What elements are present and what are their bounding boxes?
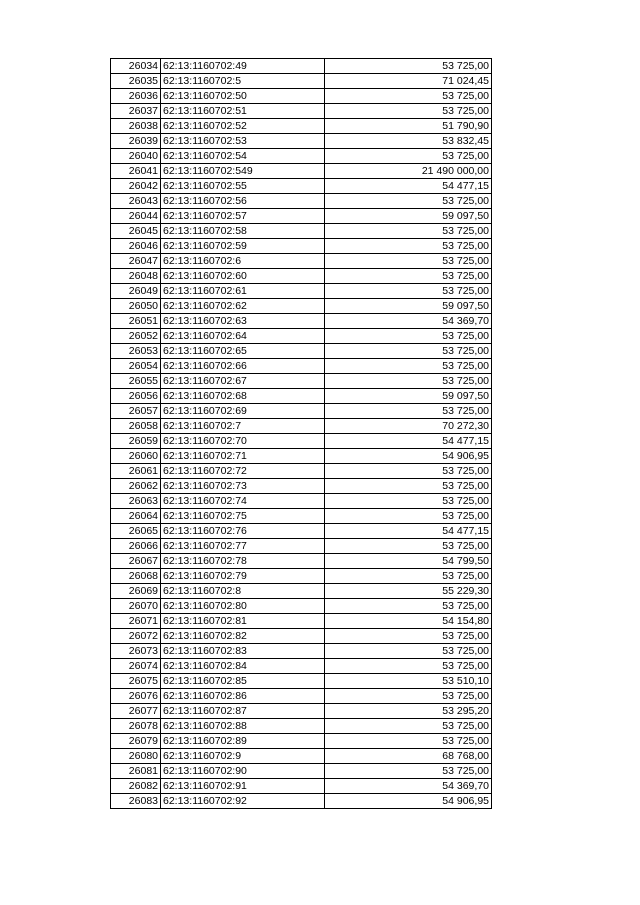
row-number: 26042 bbox=[111, 179, 161, 194]
cadastral-number: 62:13:1160702:74 bbox=[161, 494, 325, 509]
row-number: 26046 bbox=[111, 239, 161, 254]
row-number: 26081 bbox=[111, 764, 161, 779]
cadastral-number: 62:13:1160702:84 bbox=[161, 659, 325, 674]
cadastral-number: 62:13:1160702:91 bbox=[161, 779, 325, 794]
cadastral-number: 62:13:1160702:57 bbox=[161, 209, 325, 224]
cadastral-value: 53 725,00 bbox=[325, 284, 492, 299]
cadastral-number: 62:13:1160702:8 bbox=[161, 584, 325, 599]
cadastral-value: 54 154,80 bbox=[325, 614, 492, 629]
cadastral-value: 53 725,00 bbox=[325, 89, 492, 104]
cadastral-number: 62:13:1160702:61 bbox=[161, 284, 325, 299]
table-row bbox=[111, 179, 492, 194]
cadastral-value: 54 369,70 bbox=[325, 314, 492, 329]
cadastral-number: 62:13:1160702:90 bbox=[161, 764, 325, 779]
cadastral-value: 53 725,00 bbox=[325, 464, 492, 479]
row-number: 26077 bbox=[111, 704, 161, 719]
row-number: 26040 bbox=[111, 149, 161, 164]
cadastral-number: 62:13:1160702:81 bbox=[161, 614, 325, 629]
cadastral-value: 53 725,00 bbox=[325, 644, 492, 659]
cadastral-value: 53 725,00 bbox=[325, 194, 492, 209]
table-row bbox=[111, 734, 492, 749]
table-row bbox=[111, 299, 492, 314]
table-row bbox=[111, 749, 492, 764]
cadastral-number: 62:13:1160702:78 bbox=[161, 554, 325, 569]
table-row bbox=[111, 254, 492, 269]
table-row bbox=[111, 389, 492, 404]
cadastral-number: 62:13:1160702:76 bbox=[161, 524, 325, 539]
cadastral-number: 62:13:1160702:549 bbox=[161, 164, 325, 179]
cadastral-value: 53 725,00 bbox=[325, 629, 492, 644]
cadastral-value: 68 768,00 bbox=[325, 749, 492, 764]
row-number: 26055 bbox=[111, 374, 161, 389]
cadastral-value: 21 490 000,00 bbox=[325, 164, 492, 179]
row-number: 26080 bbox=[111, 749, 161, 764]
row-number: 26074 bbox=[111, 659, 161, 674]
table-row bbox=[111, 764, 492, 779]
cadastral-value: 54 906,95 bbox=[325, 794, 492, 809]
cadastral-value: 59 097,50 bbox=[325, 389, 492, 404]
table-row bbox=[111, 779, 492, 794]
cadastral-number: 62:13:1160702:6 bbox=[161, 254, 325, 269]
row-number: 26083 bbox=[111, 794, 161, 809]
cadastral-number: 62:13:1160702:51 bbox=[161, 104, 325, 119]
cadastral-value: 53 725,00 bbox=[325, 569, 492, 584]
cadastral-value: 53 725,00 bbox=[325, 239, 492, 254]
cadastral-value: 51 790,90 bbox=[325, 119, 492, 134]
row-number: 26079 bbox=[111, 734, 161, 749]
cadastral-number: 62:13:1160702:54 bbox=[161, 149, 325, 164]
cadastral-value: 54 906,95 bbox=[325, 449, 492, 464]
cadastral-value: 54 477,15 bbox=[325, 434, 492, 449]
table-row bbox=[111, 599, 492, 614]
table-row bbox=[111, 554, 492, 569]
table-row bbox=[111, 674, 492, 689]
row-number: 26057 bbox=[111, 404, 161, 419]
row-number: 26071 bbox=[111, 614, 161, 629]
row-number: 26067 bbox=[111, 554, 161, 569]
table-row bbox=[111, 404, 492, 419]
cadastral-number: 62:13:1160702:56 bbox=[161, 194, 325, 209]
table-row bbox=[111, 479, 492, 494]
table-row bbox=[111, 149, 492, 164]
cadastral-value: 53 725,00 bbox=[325, 494, 492, 509]
cadastral-value: 71 024,45 bbox=[325, 74, 492, 89]
cadastral-value: 53 725,00 bbox=[325, 404, 492, 419]
cadastral-value: 53 725,00 bbox=[325, 509, 492, 524]
row-number: 26060 bbox=[111, 449, 161, 464]
cadastral-value: 53 725,00 bbox=[325, 764, 492, 779]
cadastral-number: 62:13:1160702:89 bbox=[161, 734, 325, 749]
table-row bbox=[111, 644, 492, 659]
row-number: 26072 bbox=[111, 629, 161, 644]
cadastral-value: 53 725,00 bbox=[325, 374, 492, 389]
row-number: 26038 bbox=[111, 119, 161, 134]
cadastral-number: 62:13:1160702:80 bbox=[161, 599, 325, 614]
cadastral-value: 53 725,00 bbox=[325, 539, 492, 554]
cadastral-number: 62:13:1160702:67 bbox=[161, 374, 325, 389]
table-row bbox=[111, 314, 492, 329]
table-row bbox=[111, 614, 492, 629]
row-number: 26082 bbox=[111, 779, 161, 794]
table-row bbox=[111, 239, 492, 254]
cadastral-number: 62:13:1160702:92 bbox=[161, 794, 325, 809]
cadastral-number: 62:13:1160702:71 bbox=[161, 449, 325, 464]
cadastral-value: 53 725,00 bbox=[325, 344, 492, 359]
cadastral-value: 54 799,50 bbox=[325, 554, 492, 569]
table-row bbox=[111, 374, 492, 389]
table-row bbox=[111, 719, 492, 734]
table-row bbox=[111, 569, 492, 584]
table-row bbox=[111, 224, 492, 239]
cadastral-number: 62:13:1160702:86 bbox=[161, 689, 325, 704]
table-row bbox=[111, 494, 492, 509]
row-number: 26061 bbox=[111, 464, 161, 479]
cadastral-number: 62:13:1160702:52 bbox=[161, 119, 325, 134]
cadastral-number: 62:13:1160702:53 bbox=[161, 134, 325, 149]
cadastral-value: 53 510,10 bbox=[325, 674, 492, 689]
row-number: 26056 bbox=[111, 389, 161, 404]
cadastral-number: 62:13:1160702:70 bbox=[161, 434, 325, 449]
cadastral-number: 62:13:1160702:64 bbox=[161, 329, 325, 344]
cadastral-number: 62:13:1160702:68 bbox=[161, 389, 325, 404]
cadastral-number: 62:13:1160702:75 bbox=[161, 509, 325, 524]
cadastral-value: 55 229,30 bbox=[325, 584, 492, 599]
row-number: 26051 bbox=[111, 314, 161, 329]
row-number: 26036 bbox=[111, 89, 161, 104]
cadastral-value: 53 725,00 bbox=[325, 659, 492, 674]
table-row bbox=[111, 449, 492, 464]
cadastral-value: 53 725,00 bbox=[325, 479, 492, 494]
table-body bbox=[111, 59, 492, 809]
cadastral-number: 62:13:1160702:55 bbox=[161, 179, 325, 194]
row-number: 26070 bbox=[111, 599, 161, 614]
cadastral-number: 62:13:1160702:63 bbox=[161, 314, 325, 329]
row-number: 26078 bbox=[111, 719, 161, 734]
cadastral-value: 53 725,00 bbox=[325, 254, 492, 269]
row-number: 26047 bbox=[111, 254, 161, 269]
cadastral-number: 62:13:1160702:60 bbox=[161, 269, 325, 284]
table-row bbox=[111, 344, 492, 359]
cadastral-value: 53 725,00 bbox=[325, 719, 492, 734]
row-number: 26035 bbox=[111, 74, 161, 89]
table-row bbox=[111, 359, 492, 374]
cadastral-value: 54 477,15 bbox=[325, 524, 492, 539]
table-row bbox=[111, 59, 492, 74]
cadastral-number: 62:13:1160702:69 bbox=[161, 404, 325, 419]
cadastral-value: 53 725,00 bbox=[325, 359, 492, 374]
cadastral-number: 62:13:1160702:85 bbox=[161, 674, 325, 689]
row-number: 26037 bbox=[111, 104, 161, 119]
cadastral-number: 62:13:1160702:5 bbox=[161, 74, 325, 89]
row-number: 26065 bbox=[111, 524, 161, 539]
cadastral-number: 62:13:1160702:83 bbox=[161, 644, 325, 659]
cadastral-number: 62:13:1160702:62 bbox=[161, 299, 325, 314]
row-number: 26073 bbox=[111, 644, 161, 659]
cadastral-value: 53 725,00 bbox=[325, 599, 492, 614]
row-number: 26039 bbox=[111, 134, 161, 149]
table-row bbox=[111, 704, 492, 719]
cadastral-value: 53 725,00 bbox=[325, 329, 492, 344]
table-row bbox=[111, 284, 492, 299]
cadastral-number: 62:13:1160702:79 bbox=[161, 569, 325, 584]
table-row bbox=[111, 134, 492, 149]
table-row bbox=[111, 794, 492, 809]
cadastral-value-table bbox=[110, 58, 492, 809]
cadastral-value: 54 477,15 bbox=[325, 179, 492, 194]
row-number: 26062 bbox=[111, 479, 161, 494]
cadastral-number: 62:13:1160702:59 bbox=[161, 239, 325, 254]
cadastral-number: 62:13:1160702:9 bbox=[161, 749, 325, 764]
table-row bbox=[111, 464, 492, 479]
table-row bbox=[111, 434, 492, 449]
cadastral-value: 53 725,00 bbox=[325, 269, 492, 284]
row-number: 26076 bbox=[111, 689, 161, 704]
row-number: 26034 bbox=[111, 59, 161, 74]
cadastral-value: 59 097,50 bbox=[325, 209, 492, 224]
cadastral-value: 53 725,00 bbox=[325, 689, 492, 704]
cadastral-value: 70 272,30 bbox=[325, 419, 492, 434]
cadastral-number: 62:13:1160702:7 bbox=[161, 419, 325, 434]
row-number: 26045 bbox=[111, 224, 161, 239]
cadastral-value: 54 369,70 bbox=[325, 779, 492, 794]
cadastral-value: 53 725,00 bbox=[325, 104, 492, 119]
table-row bbox=[111, 209, 492, 224]
cadastral-value: 53 725,00 bbox=[325, 149, 492, 164]
table-row bbox=[111, 584, 492, 599]
table-row bbox=[111, 419, 492, 434]
table-row bbox=[111, 689, 492, 704]
cadastral-value: 53 725,00 bbox=[325, 59, 492, 74]
table-row bbox=[111, 104, 492, 119]
table-row bbox=[111, 164, 492, 179]
cadastral-number: 62:13:1160702:50 bbox=[161, 89, 325, 104]
row-number: 26075 bbox=[111, 674, 161, 689]
row-number: 26049 bbox=[111, 284, 161, 299]
row-number: 26058 bbox=[111, 419, 161, 434]
cadastral-number: 62:13:1160702:88 bbox=[161, 719, 325, 734]
row-number: 26066 bbox=[111, 539, 161, 554]
cadastral-number: 62:13:1160702:49 bbox=[161, 59, 325, 74]
table-row bbox=[111, 329, 492, 344]
row-number: 26052 bbox=[111, 329, 161, 344]
table-row bbox=[111, 194, 492, 209]
row-number: 26041 bbox=[111, 164, 161, 179]
row-number: 26063 bbox=[111, 494, 161, 509]
cadastral-number: 62:13:1160702:77 bbox=[161, 539, 325, 554]
row-number: 26054 bbox=[111, 359, 161, 374]
cadastral-value: 59 097,50 bbox=[325, 299, 492, 314]
table-row bbox=[111, 74, 492, 89]
row-number: 26048 bbox=[111, 269, 161, 284]
table-row bbox=[111, 509, 492, 524]
cadastral-number: 62:13:1160702:72 bbox=[161, 464, 325, 479]
cadastral-number: 62:13:1160702:66 bbox=[161, 359, 325, 374]
cadastral-value: 53 295,20 bbox=[325, 704, 492, 719]
cadastral-value: 53 725,00 bbox=[325, 734, 492, 749]
table-row bbox=[111, 539, 492, 554]
row-number: 26053 bbox=[111, 344, 161, 359]
cadastral-value: 53 725,00 bbox=[325, 224, 492, 239]
table-row bbox=[111, 89, 492, 104]
cadastral-number: 62:13:1160702:87 bbox=[161, 704, 325, 719]
cadastral-number: 62:13:1160702:58 bbox=[161, 224, 325, 239]
table-row bbox=[111, 629, 492, 644]
table-row bbox=[111, 269, 492, 284]
row-number: 26069 bbox=[111, 584, 161, 599]
cadastral-number: 62:13:1160702:65 bbox=[161, 344, 325, 359]
row-number: 26064 bbox=[111, 509, 161, 524]
row-number: 26059 bbox=[111, 434, 161, 449]
table-row bbox=[111, 524, 492, 539]
cadastral-number: 62:13:1160702:82 bbox=[161, 629, 325, 644]
row-number: 26068 bbox=[111, 569, 161, 584]
cadastral-value: 53 832,45 bbox=[325, 134, 492, 149]
table-row bbox=[111, 119, 492, 134]
row-number: 26043 bbox=[111, 194, 161, 209]
row-number: 26044 bbox=[111, 209, 161, 224]
cadastral-number: 62:13:1160702:73 bbox=[161, 479, 325, 494]
table-row bbox=[111, 659, 492, 674]
row-number: 26050 bbox=[111, 299, 161, 314]
